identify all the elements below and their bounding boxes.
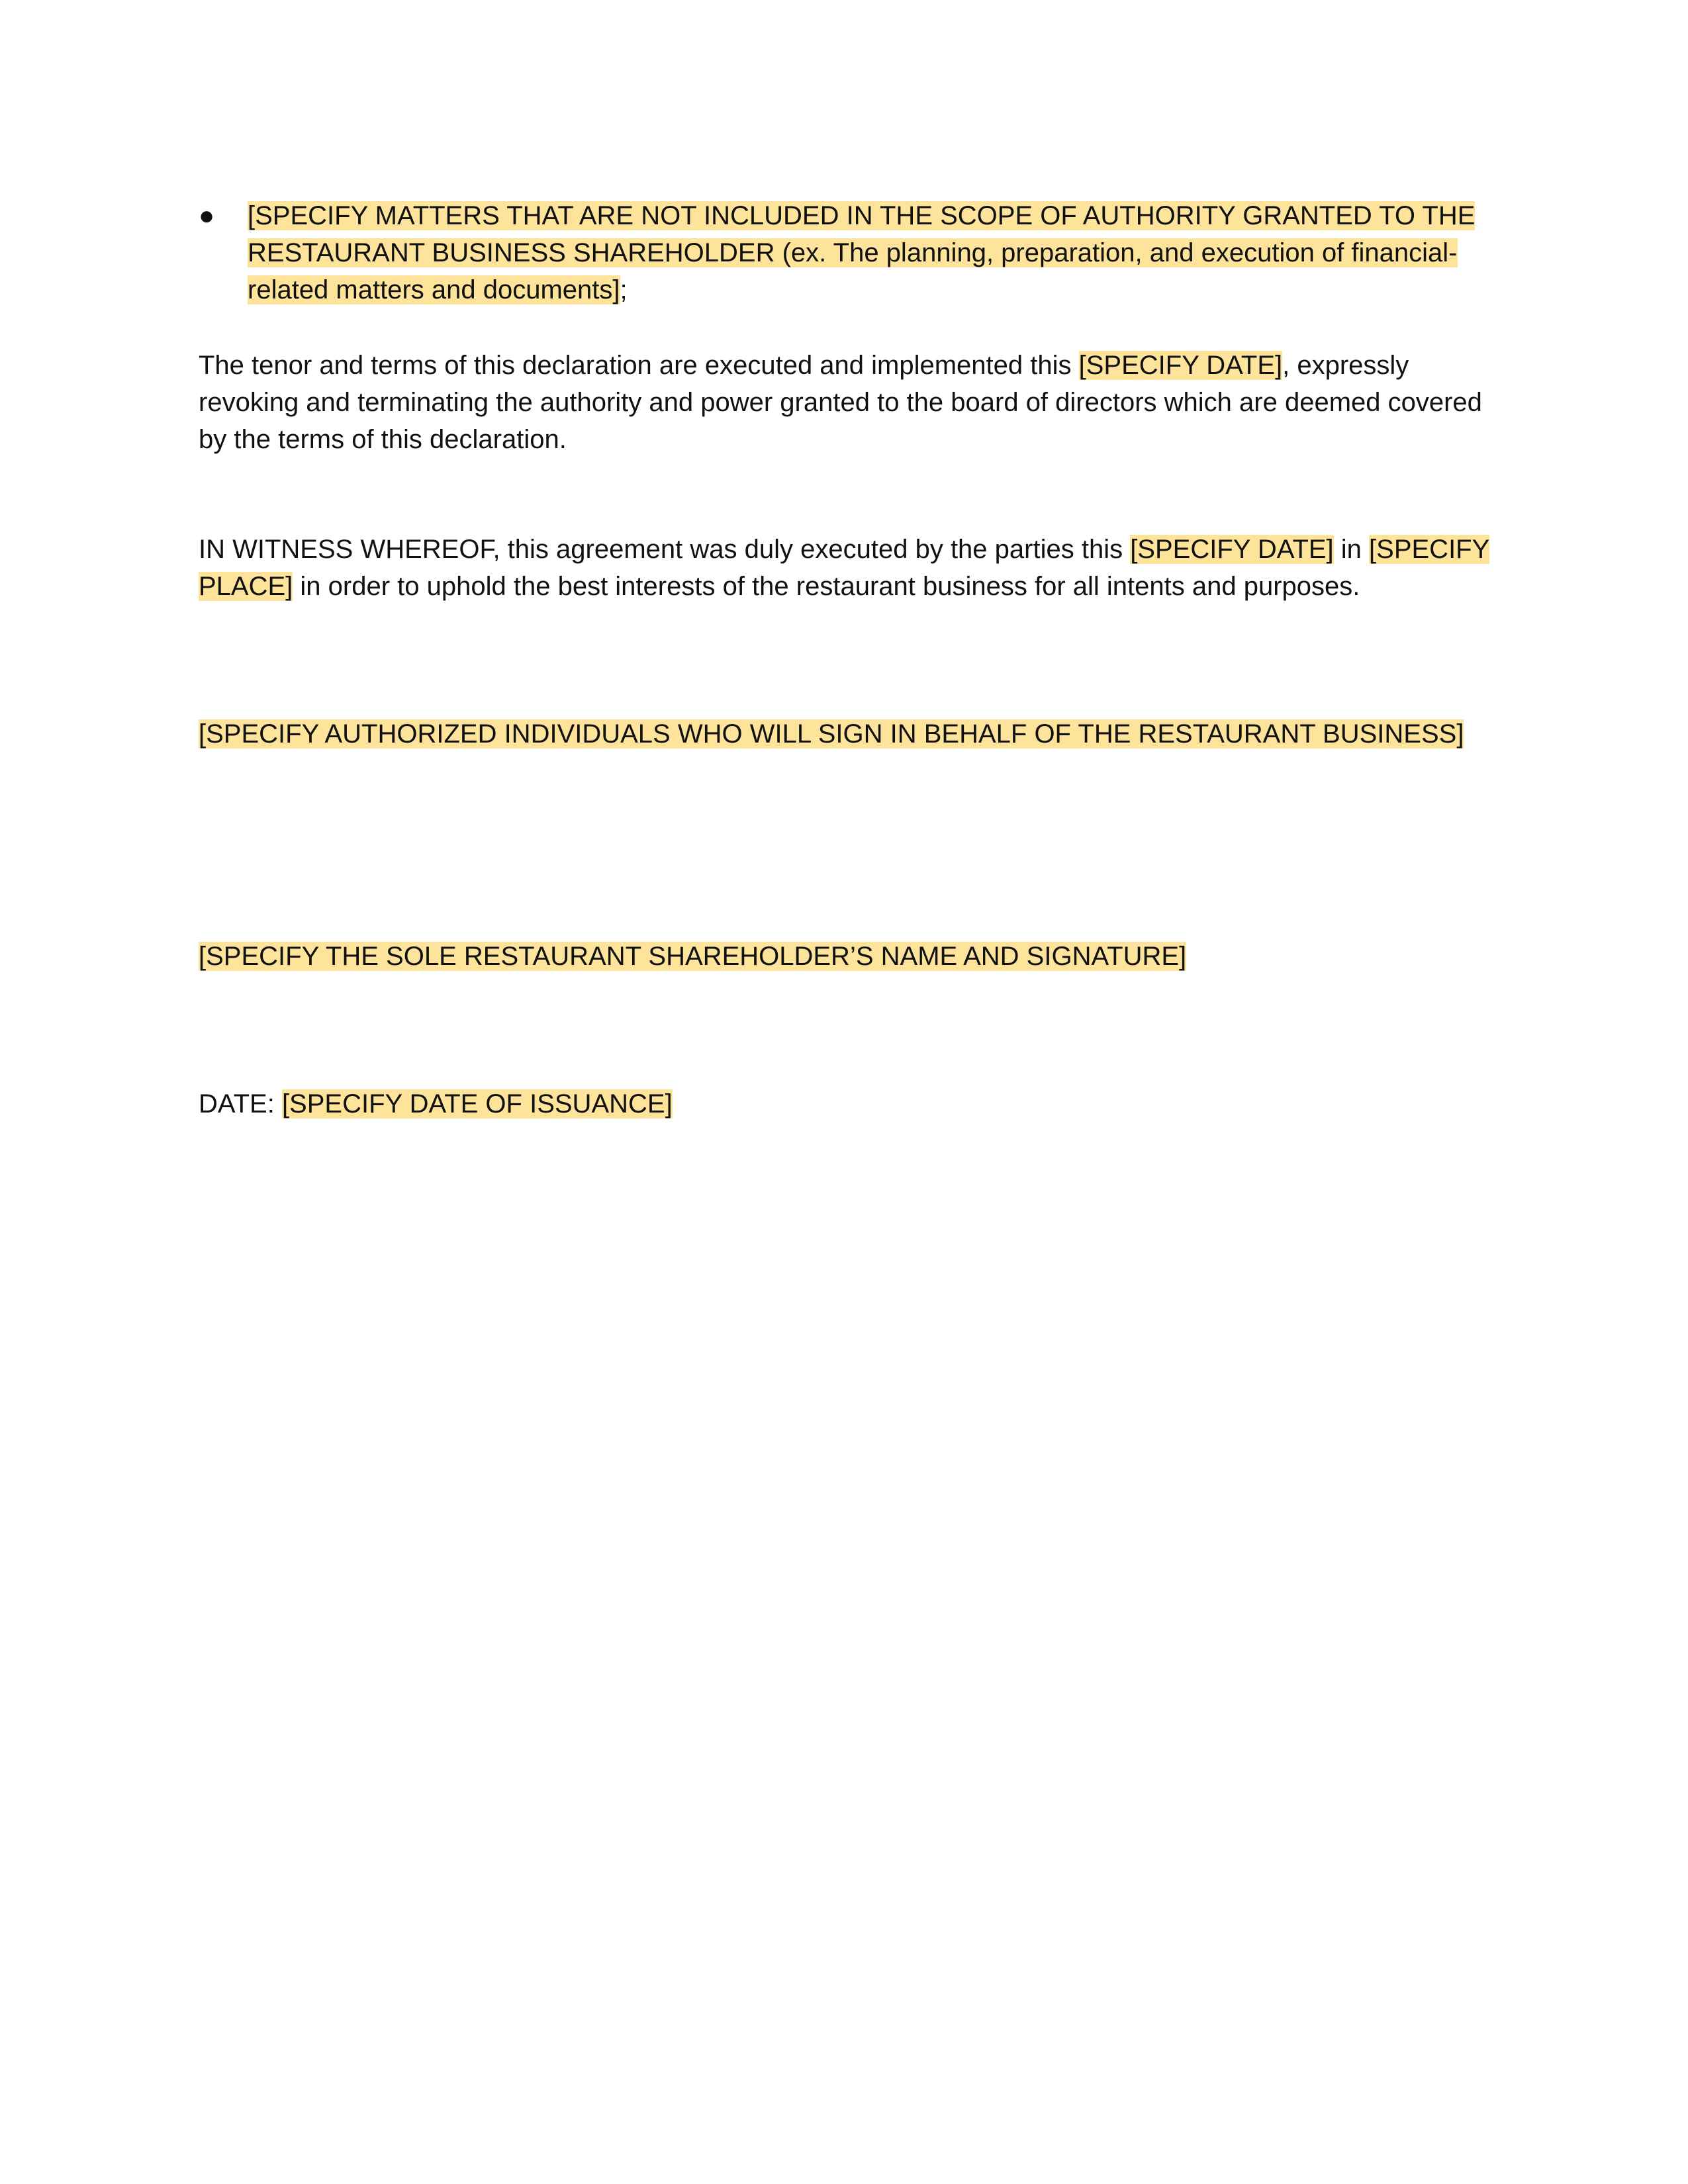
tenor-text-part2: , expressly revoking and terminating the authority and power granted to the board of directors which are deemed covered by the terms of this declaration. xyxy=(199,351,1482,454)
issuance-date-line xyxy=(199,1085,1496,1122)
bullet-item-text xyxy=(248,197,1496,308)
shareholder-signature-placeholder: [SPECIFY THE SOLE RESTAURANT SHAREHOLDER’S NAME AND SIGNATURE] xyxy=(199,942,1187,971)
witness-place-placeholder: [SPECIFY PLACE] xyxy=(199,535,1490,601)
tenor-paragraph xyxy=(199,347,1496,458)
issuance-date-placeholder: [SPECIFY DATE OF ISSUANCE] xyxy=(281,1089,673,1118)
excluded-matters-placeholder: [SPECIFY MATTERS THAT ARE NOT INCLUDED IN THE SCOPE OF AUTHORITY GRANTED TO THE RESTAURANT BUSINESS SHAREHOLDER (ex. The planning, preparation, and execution of financial-related matters and documents] xyxy=(248,201,1476,304)
bullet-dot-icon: ● xyxy=(199,201,215,230)
authorized-signatories-line xyxy=(199,715,1496,752)
witness-date-placeholder: [SPECIFY DATE] xyxy=(1130,535,1334,564)
shareholder-signature-line xyxy=(199,938,1496,975)
authorized-signatories-placeholder: [SPECIFY AUTHORIZED INDIVIDUALS WHO WILL SIGN IN BEHALF OF THE RESTAURANT BUSINESS] xyxy=(199,719,1464,749)
witness-text-part2: in xyxy=(1333,535,1370,564)
tenor-date-placeholder: [SPECIFY DATE] xyxy=(1078,351,1283,380)
witness-text-part1: IN WITNESS WHEREOF, this agreement was duly executed by the parties this xyxy=(199,535,1131,564)
witness-paragraph xyxy=(199,531,1496,605)
issuance-date-label: DATE: xyxy=(199,1089,282,1118)
witness-text-part3: in order to uphold the best interests of the restaurant business for all intents and purposes. xyxy=(293,572,1360,601)
tenor-text-part1: The tenor and terms of this declaration are executed and implemented this xyxy=(199,351,1079,380)
bullet-item-suffix: ; xyxy=(620,275,628,304)
